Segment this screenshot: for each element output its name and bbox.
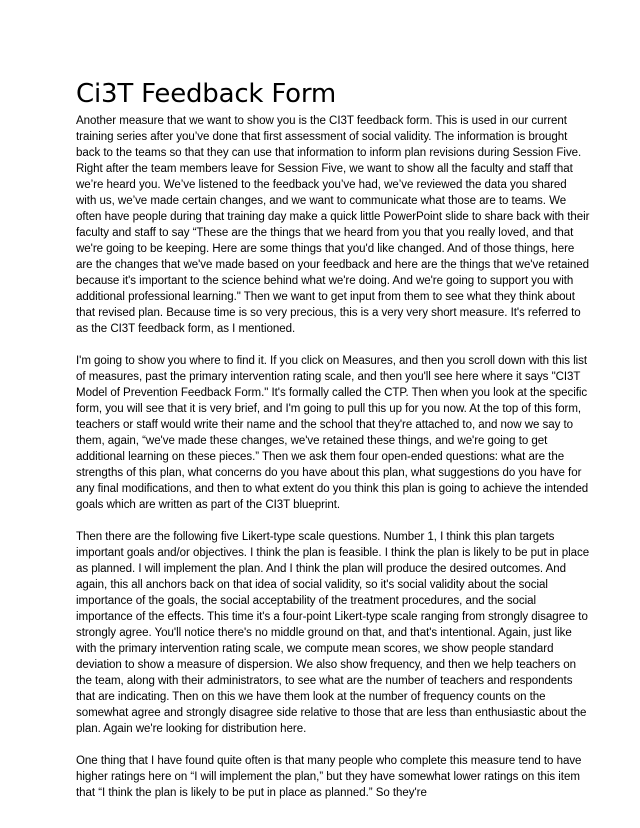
- paragraph-2: I'm going to show you where to find it. If you click on Measures, and then you scroll down with this list of measures, past the primary intervention rating scale, and then you'll see here where it says "CI3T Model of Prevention Feedback Form." It's formally called the CTP. Then when you look at the specific form, you will see that it is very brief, and I'm going to pull this up for you now. At the top of this form, teachers or staff would write their name and the school that they're attached to, and now we say to them, again, “we've made these changes, we've retained these things, and we're going to get additional learning on these pieces.” Then we ask them four open-ended questions: what are the strengths of this plan, what concerns do you have about this plan, what suggestions do you have for any final modifications, and then to what extent do you think this plan is going to achieve the intended goals which are written as part of the CI3T blueprint.: [76, 355, 589, 511]
- paragraph-4: One thing that I have found quite often is that many people who complete this measure tend to have higher ratings here on “I will implement the plan,” but they have somewhat lower ratings on this item that “I think the plan is likely to be put in place as planned.” So they're: [76, 755, 582, 799]
- document-title: Ci3T Feedback Form: [76, 79, 337, 109]
- paragraph-3: Then there are the following five Likert-type scale questions. Number 1, I think this plan targets important goals and/or objectives. I think the plan is feasible. I think the plan is likely to be put in place as planned. I will implement the plan. And I think the plan will produce the desired outcomes. And again, this all anchors back on that idea of social validity, so it's social validity about the social importance of the goals, the social acceptability of the treatment procedures, and the social importance of the effects. This time it's a four-point Likert-type scale ranging from strongly disagree to strongly agree. You'll notice there's no middle ground on that, and that's intentional. Again, just like with the primary intervention rating scale, we compute mean scores, we show people standard deviation to show a measure of dispersion. We also show frequency, and then we help teachers on the team, along with their administrators, to see what are the number of teachers and respondents that are indicating. Then on this we have them look at the number of frequency counts on the somewhat agree and strongly disagree side relative to those that are less than enthusiastic about the plan. Again we're looking for distribution here.: [76, 531, 590, 735]
- paragraph-1: Another measure that we want to show you is the CI3T feedback form. This is used in our current training series after you’ve done that first assessment of social validity. The information is brought back to the teams so that they can use that information to inform plan revisions during Session Five. Right after the team members leave for Session Five, we want to show all the faculty and staff that we’re heard you. We’ve listened to the feedback you’ve had, we’ve reviewed the data you shared with us, we’ve made certain changes, and we want to communicate what those are to teams. We often have people during that training day make a quick little PowerPoint slide to share back with their faculty and staff to say “These are the things that we heard from you that you really loved, and that we're going to be keeping. Here are some things that you'd like changed. And of those things, here are the changes that we've made based on your feedback and here are the things that we've retained because it's important to the science behind what we're doing. And we're going to support you with additional professional learning." Then we want to get input from them to see what they think about that revised plan. Because time is so very precious, this is a very very short measure. It's referred to as the CI3T feedback form, as I mentioned.: [76, 115, 590, 335]
